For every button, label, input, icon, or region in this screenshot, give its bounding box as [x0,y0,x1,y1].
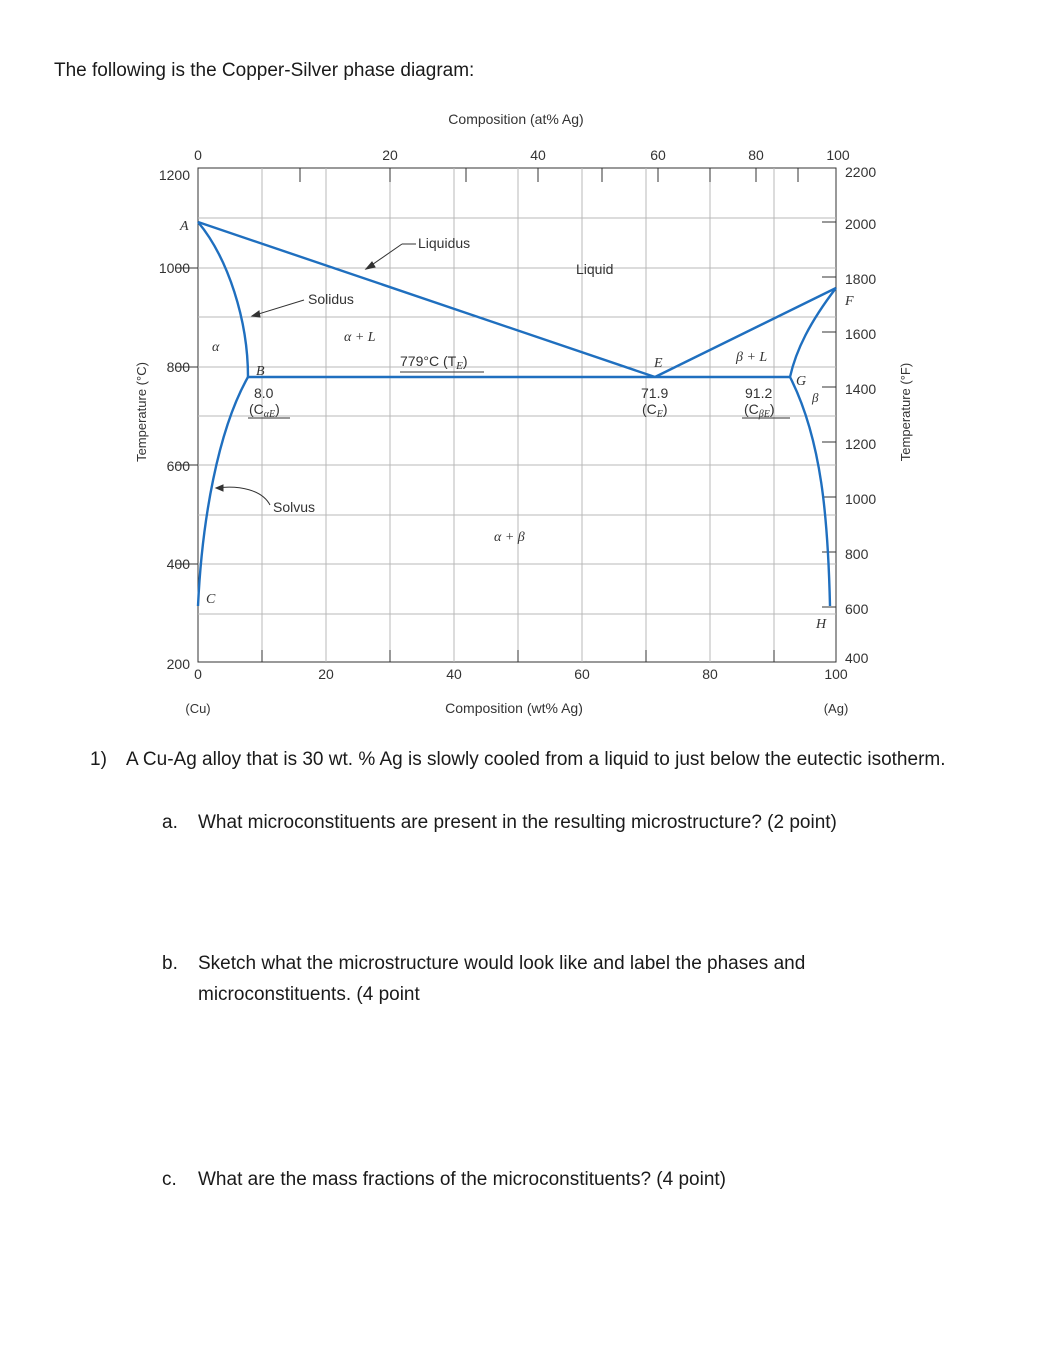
right-tick: 800 [845,546,869,562]
point-e-label: E [654,356,663,371]
right-tick: 2200 [845,164,877,180]
left-tick: 1200 [158,167,190,183]
question-1a-label: a. [162,812,178,833]
liquid-label: Liquid [576,261,614,277]
left-tick: 1000 [158,260,190,276]
point-f-label: F [845,294,854,309]
top-tick: 20 [382,147,398,163]
point-b-label: B [256,364,265,379]
right-tick: 1600 [845,326,877,342]
alpha-region-label: α [212,340,220,355]
top-tick: 100 [826,147,850,163]
point-c-label: C [206,592,216,607]
question-1b-label: b. [162,953,178,974]
c-e-label: $(C_E)$ [642,401,668,420]
bottom-tick: 80 [702,666,718,682]
plot-frame [198,168,836,662]
c-beta-e-value: 91.2 [745,385,773,401]
right-tick: 600 [845,601,869,617]
c-e-value: 71.9 [641,385,669,401]
right-axis-title: Temperature (°F) [898,362,913,462]
solvus-label: Solvus [273,499,316,515]
point-g-label: G [796,374,807,389]
top-tick: 40 [530,147,546,163]
right-tick: 400 [845,650,869,666]
question-1a [162,807,942,838]
bottom-tick: 0 [194,666,202,682]
c-beta-e-label: $(C_{\beta E})$ [744,401,775,420]
question-1c [162,1164,942,1195]
ag-label: (Ag) [823,701,849,716]
intro-text: The following is the Copper-Silver phase diagram: [54,60,475,81]
left-tick: 600 [166,458,190,474]
solidus-label: Solidus [308,291,354,307]
question-1-number: 1) [90,749,107,770]
top-tick: 80 [748,147,764,163]
point-h-label: H [816,617,827,632]
left-tick: 200 [166,656,190,672]
beta-region-label: β [812,390,819,405]
question-1b-text: Sketch what the microstructure would look like and label the phases and microconstituents. (4 point [198,953,806,1005]
left-axis-title: Temperature (°C) [134,362,149,462]
liquidus-label: Liquidus [418,235,471,251]
bottom-tick: 100 [824,666,848,682]
c-alpha-e-value: 8.0 [254,385,274,401]
alpha-beta-region-label: α + β [494,530,525,545]
alpha-liquid-region-label: α + L [344,330,376,345]
question-1-text: A Cu-Ag alloy that is 30 wt. % Ag is slowly cooled from a liquid to just below the eutectic isotherm. [126,749,946,770]
top-axis-title: Composition (at% Ag) [448,111,584,127]
cu-label: (Cu) [185,701,211,716]
right-tick: 1200 [845,436,877,452]
question-1c-label: c. [162,1169,177,1190]
question-1 [90,744,970,775]
left-tick: 800 [166,359,190,375]
point-a-label: A [180,219,189,234]
question-1b [162,948,882,1010]
right-tick: 2000 [845,216,877,232]
question-1a-text: What microconstituents are present in the resulting microstructure? (2 point) [198,812,837,833]
bottom-tick: 20 [318,666,334,682]
beta-liquid-region-label: β + L [736,350,768,365]
right-tick: 1800 [845,271,877,287]
top-tick: 0 [194,147,202,163]
bottom-tick: 40 [446,666,462,682]
right-tick: 1000 [845,491,877,507]
question-1c-text: What are the mass fractions of the microconstituents? (4 point) [198,1169,727,1190]
c-alpha-e-label: $(C_{\alpha E})$ [249,401,280,420]
bottom-axis-title: Composition (wt% Ag) [445,700,583,716]
top-tick: 60 [650,147,666,163]
eutectic-temperature-label: 779°C $(T_E)$ [400,353,468,372]
bottom-tick: 60 [574,666,590,682]
right-tick: 1400 [845,381,877,397]
left-tick: 400 [166,556,190,572]
